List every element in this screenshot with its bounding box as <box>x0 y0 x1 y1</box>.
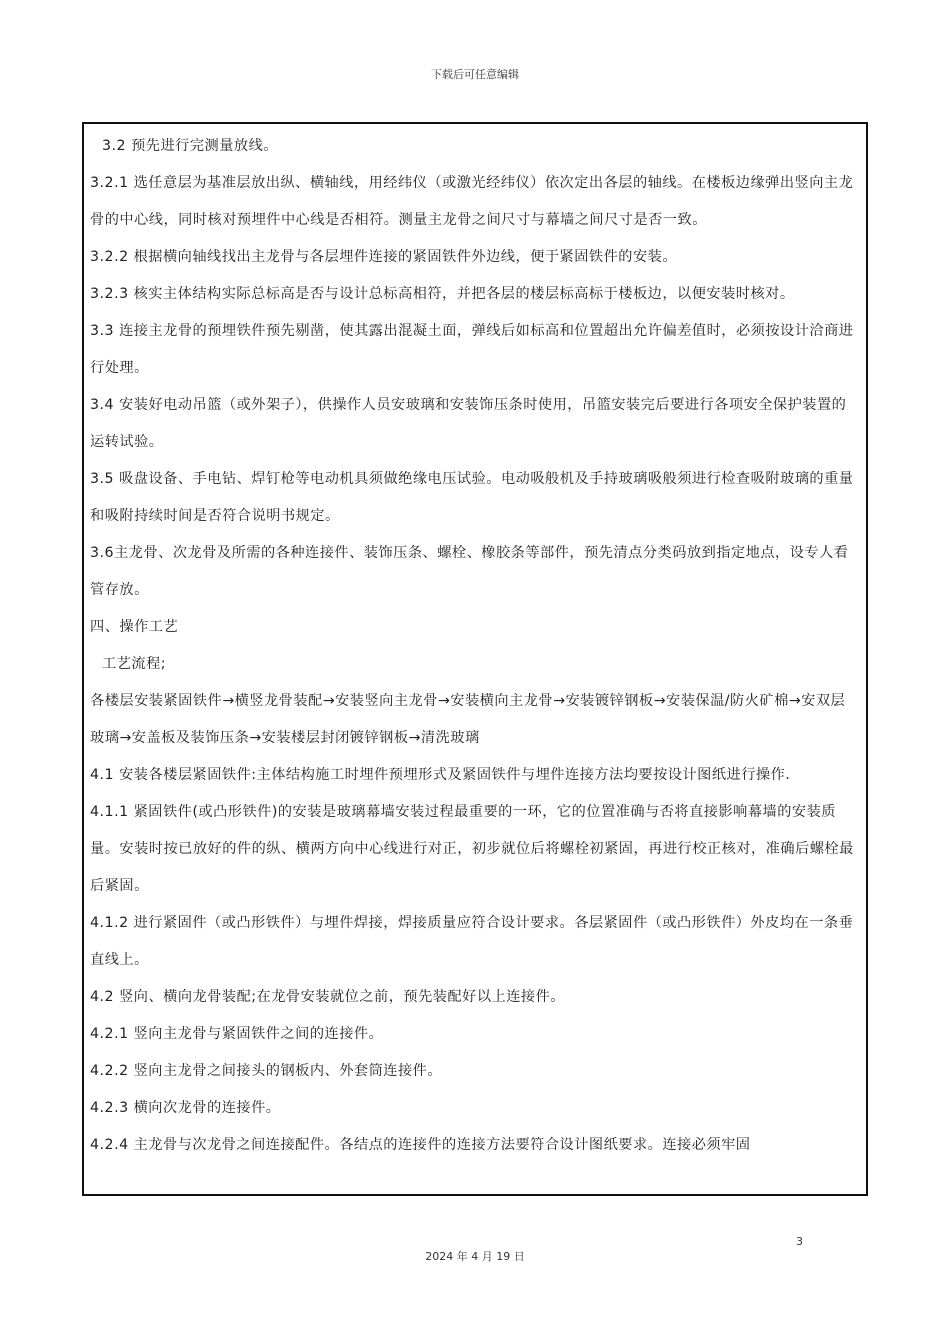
page-date: 2024 年 4 月 19 日 <box>425 1250 525 1263</box>
paragraph-3-4: 3.4 安装好电动吊篮（或外架子），供操作人员安玻璃和安装饰压条时使用，吊篮安装完后要进行各项安全保护装置的运转试验。 <box>90 397 847 450</box>
paragraph-4-1-2: 4.1.2 进行紧固件（或凸形铁件）与埋件焊接，焊接质量应符合设计要求。各层紧固件（或凸形铁件）外皮均在一条垂直线上。 <box>90 915 854 968</box>
paragraph-3-5: 3.5 吸盘设备、手电钻、焊钉枪等电动机具须做绝缘电压试验。电动吸般机及手持玻璃吸般须进行检查吸附玻璃的重量和吸附持续时间是否符合说明书规定。 <box>90 471 854 524</box>
paragraph-4-2-1: 4.2.1 竖向主龙骨与紧固铁件之间的连接件。 <box>90 1026 384 1042</box>
process-flow: 各楼层安装紧固铁件→横竖龙骨装配→安装竖向主龙骨→安装横向主龙骨→安装镀锌钢板→安装保温/防火矿棉→安双层玻璃→安盖板及装饰压条→安装楼层封闭镀锌钢板→清洗玻璃 <box>90 693 846 746</box>
page-header: 下载后可任意编辑 <box>431 68 519 81</box>
document-body <box>90 128 858 1164</box>
document-content-frame <box>82 122 868 1196</box>
paragraph-4-2: 4.2 竖向、横向龙骨装配;在龙骨安装就位之前，预先装配好以上连接件。 <box>90 989 565 1005</box>
section-heading-4: 四、操作工艺 <box>90 619 179 635</box>
paragraph-3-2-1: 3.2.1 选任意层为基准层放出纵、横轴线，用经纬仪（或激光经纬仪）依次定出各层的轴线。在楼板边缘弹出竖向主龙骨的中心线，同时核对预埋件中心线是否相符。测量主龙骨之间尺寸与幕墙之间尺寸是否一致。 <box>90 175 854 228</box>
paragraph-4-2-3: 4.2.3 横向次龙骨的连接件。 <box>90 1100 281 1116</box>
process-flow-heading: 工艺流程; <box>102 656 167 672</box>
paragraph-4-2-2: 4.2.2 竖向主龙骨之间接头的钢板内、外套筒连接件。 <box>90 1063 443 1079</box>
page-number: 3 <box>796 1235 803 1248</box>
paragraph-3-3: 3.3 连接主龙骨的预埋铁件预先剔凿，使其露出混凝土面，弹线后如标高和位置超出允许偏差值时，必须按设计洽商进行处理。 <box>90 323 854 376</box>
paragraph-3-2: 3.2 预先进行完测量放线。 <box>102 138 278 154</box>
paragraph-3-2-2: 3.2.2 根据横向轴线找出主龙骨与各层埋件连接的紧固铁件外边线，便于紧固铁件的安装。 <box>90 249 678 265</box>
paragraph-4-2-4: 4.2.4 主龙骨与次龙骨之间连接配件。各结点的连接件的连接方法要符合设计图纸要求。连接必须牢固 <box>90 1137 751 1153</box>
paragraph-4-1: 4.1 安装各楼层紧固铁件:主体结构施工时埋件预埋形式及紧固铁件与埋件连接方法均要按设计图纸进行操作. <box>90 767 791 783</box>
paragraph-4-1-1: 4.1.1 紧固铁件(或凸形铁件)的安装是玻璃幕墙安装过程最重要的一环，它的位置准确与否将直接影响幕墙的安装质量。安装时按已放好的件的纵、横两方向中心线进行对正，初步就位后将螺栓初紧固，再进行校正核对，准确后螺栓最后紧固。 <box>90 804 854 894</box>
paragraph-3-6: 3.6主龙骨、次龙骨及所需的各种连接件、装饰压条、螺栓、橡胶条等部件，预先清点分类码放到指定地点，设专人看管存放。 <box>90 545 849 598</box>
paragraph-3-2-3: 3.2.3 核实主体结构实际总标高是否与设计总标高相符，并把各层的楼层标高标于楼板边，以便安装时核对。 <box>90 286 795 302</box>
